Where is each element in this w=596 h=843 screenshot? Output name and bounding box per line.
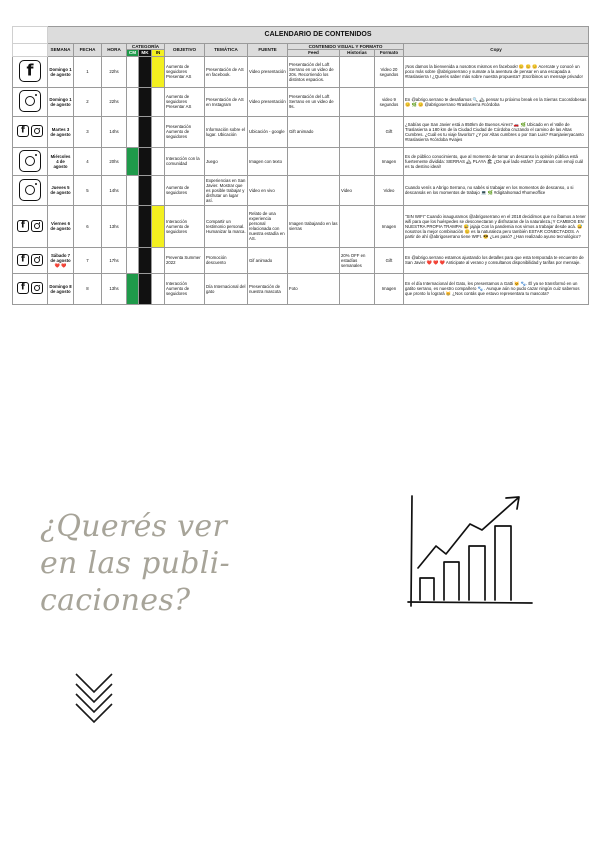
cell-historias — [340, 205, 375, 247]
instagram-icon — [31, 282, 43, 294]
cell-tematica: Presentación de AS en Instagram — [205, 87, 248, 116]
cell-feed — [288, 175, 340, 205]
cell-tematica: Día Internacional del gato — [205, 273, 248, 304]
social-icons-cell — [13, 87, 48, 116]
instagram-icon — [19, 150, 41, 172]
cell-fuente: Video en vivo — [248, 175, 288, 205]
social-icons-cell — [13, 56, 48, 87]
cell-fuente: Ubicación - google — [248, 116, 288, 147]
cell-in-flag — [152, 116, 165, 147]
cell-in-flag — [152, 147, 165, 175]
cell-semana: Miércoles 4 de agosto — [48, 147, 74, 175]
cell-fecha: 7 — [74, 247, 102, 273]
table-row — [13, 247, 589, 273]
cell-feed — [288, 247, 340, 273]
cell-feed: Foto — [288, 273, 340, 304]
cell-fuente: Video presentación — [248, 87, 288, 116]
cell-semana: Jueves 5 de agosto — [48, 175, 74, 205]
cell-fecha: 2 — [74, 87, 102, 116]
cell-cm-flag — [127, 56, 139, 87]
cell-feed: Presentación del Loft Serrano en un video de 9s. — [288, 87, 340, 116]
cell-feed: Presentación del Loft Serrano en un video de 20s. Recorriendo los distintos espacios. — [288, 56, 340, 87]
cell-fecha: 6 — [74, 205, 102, 247]
table-row — [13, 205, 589, 247]
cell-mk-flag — [139, 205, 152, 247]
cell-semana: Martes 3 de agosto — [48, 116, 74, 147]
content-calendar-table — [12, 26, 589, 305]
cell-semana: Domingo 1 de agosto — [48, 56, 74, 87]
cell-tematica: Compartir un testimonio personal. Humanizar la marca. — [205, 205, 248, 247]
headline-line-3: caciones? — [40, 583, 191, 618]
table-row — [13, 56, 589, 87]
cell-hora: 20hs — [102, 147, 127, 175]
cell-hora: 13hs — [102, 205, 127, 247]
table-row — [13, 147, 589, 175]
cell-copy: Cuando venís a Abrigo Serrano, no sabés si trabajar en los momentos de descanso, o si descansás en los momentos de trabajo 💻 🌿 #digitalnomad #homeoffice — [404, 175, 589, 205]
header-in: IN — [152, 50, 165, 56]
cell-feed: Gift animado — [288, 116, 340, 147]
cell-fuente: Gif animado — [248, 247, 288, 273]
cell-feed: Imagen trabajando en las sierras — [288, 205, 340, 247]
header-tematica: TEMÁTICA — [205, 44, 248, 57]
cell-hora: 22hs — [102, 87, 127, 116]
cell-historias — [340, 87, 375, 116]
table-row — [13, 87, 589, 116]
cell-fuente: Relato de una experiencia personal relacionada con nuestra estadía en AS. — [248, 205, 288, 247]
cell-objetivo: Presentación Aumento de seguidores — [165, 116, 205, 147]
facebook-icon: f — [17, 254, 29, 266]
cell-formato: Imagen — [375, 273, 404, 304]
cell-mk-flag — [139, 147, 152, 175]
cell-mk-flag — [139, 87, 152, 116]
header-formato: Formato — [375, 50, 404, 56]
cell-tematica: Juego — [205, 147, 248, 175]
table-row — [13, 175, 589, 205]
cell-copy: En el día Internacional del Gato, les presentamos a Gatti 🐱 🐾. Él ya se transformó en un gatito serrano, es nuestro compañero 🐾 . Aunque aún no pudo cazar ningún cuiz sabemos que pronto lo logrará 😸 ¿Nos contás que estuvo representara tu mascota? — [404, 273, 589, 304]
cell-objetivo: Aumento de seguidores Presentar AS — [165, 87, 205, 116]
cell-historias: 20% OFF en estadías semanales — [340, 247, 375, 273]
cell-cm-flag — [127, 147, 139, 175]
header-historias: Historias — [340, 50, 375, 56]
cell-fecha: 8 — [74, 273, 102, 304]
cell-historias — [340, 56, 375, 87]
header-categoria: CATEGORÍA — [127, 44, 165, 50]
instagram-icon — [31, 220, 43, 232]
social-icons-cell — [13, 205, 48, 247]
cell-historias — [340, 147, 375, 175]
cell-tematica: Promoción descuento — [205, 247, 248, 273]
cell-hora: 22hs — [102, 56, 127, 87]
social-icons-cell — [13, 273, 48, 304]
cell-mk-flag — [139, 273, 152, 304]
cell-in-flag — [152, 175, 165, 205]
cell-cm-flag — [127, 205, 139, 247]
cell-in-flag — [152, 247, 165, 273]
header-feed: Feed — [288, 50, 340, 56]
instagram-icon — [19, 179, 41, 201]
cell-in-flag — [152, 56, 165, 87]
social-icons-cell — [13, 247, 48, 273]
facebook-icon: f — [17, 282, 29, 294]
header-semana: SEMANA — [48, 44, 74, 57]
cell-formato: Imagen — [375, 147, 404, 175]
cell-historias: Video — [340, 175, 375, 205]
cell-fuente: Presentación de nuestra mascota — [248, 273, 288, 304]
cell-objetivo: Aumento de seguidores — [165, 175, 205, 205]
cell-objetivo: Interacción Aumento de seguidores — [165, 205, 205, 247]
header-objetivo: OBJETIVO — [165, 44, 205, 57]
cell-in-flag — [152, 205, 165, 247]
cell-hora: 17hs — [102, 247, 127, 273]
table-row — [13, 116, 589, 147]
social-icons-cell — [13, 116, 48, 147]
cell-cm-flag — [127, 87, 139, 116]
cell-mk-flag — [139, 247, 152, 273]
cell-semana: Viernes 6 de agosto — [48, 205, 74, 247]
cell-tematica: Presentación de AS en facebook. — [205, 56, 248, 87]
header-mk: MK — [139, 50, 152, 56]
cell-copy: "SIN WIFI" Cuando inauguramos @abrigoserrano en el 2018 decidimos que no íbamos a tener wifi para que los huéspedes se desconectaran y disfrutaran de la naturaleza.¡Y CAMBIOS EN NUESTRA PROPIA TRAMPA! 😅 jajaja Con la pandemia nos vimos a trabajar desde acá. 😅 nosotros la mejor combinación 😊 es la naturaleza pero también ESTAR CONECTADOS. A partir de ahí @abrigoserrano tiene WIFI. 😎 ¿Les pasó? ¿Han realizado ayuno tecnológico? — [404, 205, 589, 247]
headline-question — [40, 508, 230, 619]
cell-mk-flag — [139, 116, 152, 147]
header-cm: CM — [127, 50, 139, 56]
cell-hora: 14hs — [102, 175, 127, 205]
social-icons-cell — [13, 147, 48, 175]
header-fecha: FECHA — [74, 44, 102, 57]
cell-mk-flag — [139, 56, 152, 87]
cell-historias — [340, 273, 375, 304]
cell-feed — [288, 147, 340, 175]
cell-tematica: Experiencias en San Javier. Mostrar que es posible trabajar y disfrutar un lugar así. — [205, 175, 248, 205]
cell-tematica: Información sobre el lugar. Ubicación — [205, 116, 248, 147]
instagram-icon — [31, 125, 43, 137]
cell-fecha: 1 — [74, 56, 102, 87]
header-fuente: FUENTE — [248, 44, 288, 57]
cell-formato: Gift — [375, 116, 404, 147]
icon-header-cell — [13, 44, 48, 57]
header-contenido: CONTENIDO VISUAL Y FORMATO — [288, 44, 404, 50]
social-icons-cell — [13, 175, 48, 205]
cell-fuente: Imagen con texto — [248, 147, 288, 175]
rising-bar-chart-doodle-icon — [406, 488, 536, 616]
instagram-icon — [19, 90, 41, 112]
cell-cm-flag — [127, 247, 139, 273]
cell-objetivo: Interacción con la comunidad — [165, 147, 205, 175]
cell-copy: En @abrigo.serrano te desafiamos 🔍 🏔 pensar tu próximo break en la Sierras Cocordobesas 😊 🌿 😊 @abrigoserrano #traslasierra #córdoba — [404, 87, 589, 116]
cell-formato: Video — [375, 175, 404, 205]
facebook-icon: f — [19, 60, 41, 82]
cell-fuente: Video presentación — [248, 56, 288, 87]
header-hora: HORA — [102, 44, 127, 57]
cell-cm-flag — [127, 175, 139, 205]
facebook-icon: f — [17, 220, 29, 232]
corner-cell — [13, 27, 48, 44]
headline-line-2: en las publi- — [40, 546, 230, 581]
cell-copy: ¡Nos damos la bienvenida a nosotros mismos en facebook! 😊 😊 😊 Acercate y conocé un poco más sobre @abrigoserrano y sumate a la aventura de pensar en una escapada a #traslasierra ! ¿Querés saber más sobre nuestra propuesta? ¡Escribinos un mensaje privado! — [404, 56, 589, 87]
cell-historias — [340, 116, 375, 147]
cell-semana: Domingo 8 de agosto — [48, 273, 74, 304]
cell-cm-flag — [127, 273, 139, 304]
cell-formato: Imagen — [375, 205, 404, 247]
cell-objetivo: Aumento de seguidores Presentar AS — [165, 56, 205, 87]
cell-in-flag — [152, 87, 165, 116]
cell-fecha: 3 — [74, 116, 102, 147]
cell-semana: Sábado 7 de agosto ❤️ ❤️ — [48, 247, 74, 273]
cell-objetivo: Preventa Summer 2022 — [165, 247, 205, 273]
table-row — [13, 273, 589, 304]
double-chevron-down-icon[interactable] — [72, 668, 116, 724]
cell-semana: Domingo 1 de agosto — [48, 87, 74, 116]
cell-mk-flag — [139, 175, 152, 205]
cell-copy: ¿Sabías que San Javier está a 850km de Buenos Aires? 🚗 🌿 Ubicado en el Valle de Traslasierra a 180 km de la Ciudad Ciudad de Córdoba cruzando el camino de las Altas Cumbres. ¿Cuál es tu viaje favorito? ¿Y por Altas cumbres o por San Luis? #sanjavieryacanto #traslasierra #córdoba #viajes — [404, 116, 589, 147]
cell-fecha: 5 — [74, 175, 102, 205]
headline-line-1: ¿Querés ver — [40, 509, 228, 544]
cell-cm-flag — [127, 116, 139, 147]
cell-in-flag — [152, 273, 165, 304]
cell-copy: En @abrigo.serrano estamos ajustando los detalles para que esta temporada te encuentre de San Javier ❤️ ❤️ ❤️ Anticipate al verano y consultanos disponibilidad y tarifas por mensaje. — [404, 247, 589, 273]
cell-objetivo: Interacción Aumento de seguidores — [165, 273, 205, 304]
cell-formato: Video 20 segundos — [375, 56, 404, 87]
cell-hora: 14hs — [102, 116, 127, 147]
instagram-icon — [31, 254, 43, 266]
facebook-icon: f — [17, 125, 29, 137]
sheet-title: CALENDARIO DE CONTENIDOS — [48, 27, 589, 44]
cell-hora: 13hs — [102, 273, 127, 304]
cell-copy: Es de público conocimiento, que al momento de tomar un descanso la opinión pública está fuertemente dividida: SIERRAS 🏔 PLAYA 🏖 ¿De qué lado estás? ¡Contanos con emoji cuál es tu destino ideal! — [404, 147, 589, 175]
cell-formato: Gift — [375, 247, 404, 273]
cell-formato: video 9 segundos — [375, 87, 404, 116]
header-copy: Copy — [404, 44, 589, 57]
cell-fecha: 4 — [74, 147, 102, 175]
